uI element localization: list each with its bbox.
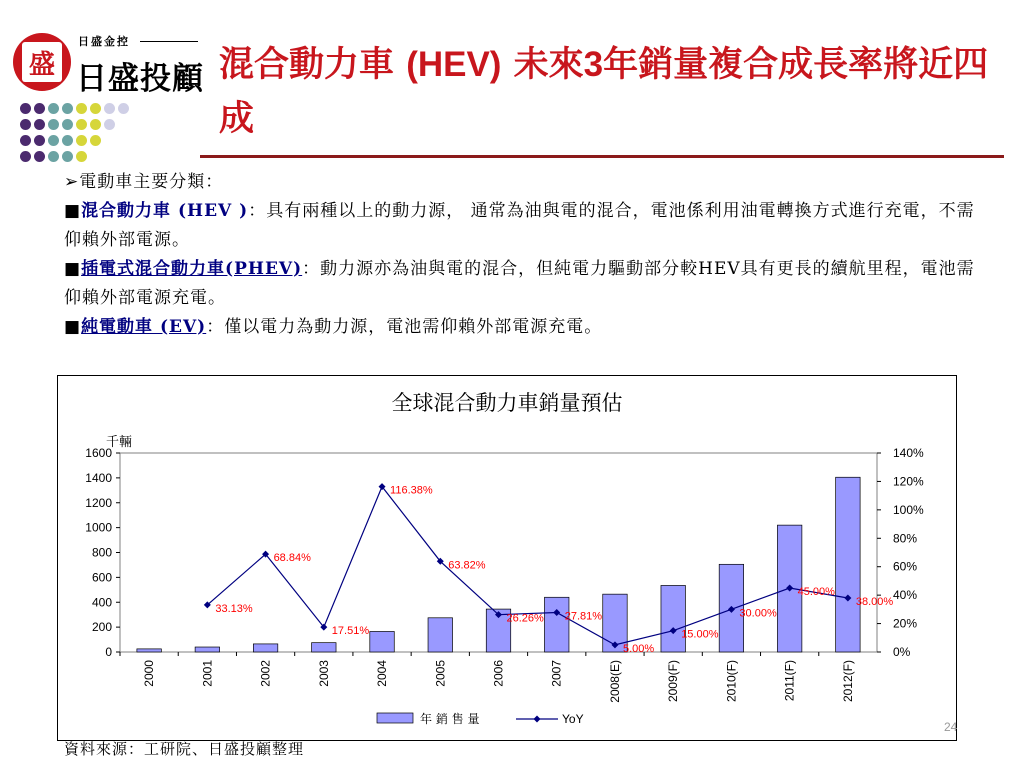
title-divider: [200, 155, 1004, 158]
classification-heading: 電動車主要分類：: [79, 172, 224, 192]
left-axis-tick-label: 1600: [85, 446, 112, 460]
phev-term: 插電式混合動力車(PHEV): [81, 259, 303, 279]
logo-seal-char: 盛: [22, 42, 62, 82]
title-hev: (HEV): [406, 45, 502, 84]
decorative-dot-grid: [20, 103, 132, 167]
logo-group-name: 日盛金控: [78, 35, 130, 48]
hev-term: 混合動力車 (HEV ): [81, 201, 249, 221]
slide-title: [219, 38, 1009, 146]
yoy-data-label: 27.81%: [564, 610, 603, 623]
yoy-data-label: 68.84%: [273, 552, 311, 565]
sales-bar: [137, 649, 161, 652]
yoy-data-label: 45.00%: [797, 586, 835, 599]
legend-line-marker: [534, 716, 541, 723]
legend-line-label: YoY: [562, 712, 584, 726]
yoy-data-label: 17.51%: [331, 625, 370, 638]
right-axis-tick-label: 80%: [893, 531, 918, 546]
yoy-data-label: 38.00%: [855, 595, 894, 608]
right-axis-tick-label: 140%: [893, 446, 924, 460]
yoy-data-label: 63.82%: [448, 559, 486, 572]
heading-line: [64, 168, 984, 197]
left-axis-tick-label: 600: [91, 570, 112, 585]
yoy-data-label: 30.00%: [739, 607, 777, 620]
page-number: 24: [944, 720, 958, 734]
legend-bar-label: 年 銷 售 量: [420, 712, 480, 726]
phev-paragraph: [64, 255, 984, 313]
x-axis-tick-label: 2004: [375, 660, 390, 687]
x-axis-tick-label: 2002: [258, 660, 273, 687]
right-axis-tick-label: 120%: [893, 474, 924, 489]
sales-bar: [312, 643, 336, 652]
title-part1: 混合動力車: [219, 44, 407, 85]
yoy-data-label: 26.26%: [506, 612, 544, 625]
chart-unit-label: 千輛: [106, 435, 133, 450]
x-axis-tick-label: 2000: [142, 660, 157, 687]
x-axis-tick-label: 2009(F): [666, 660, 681, 703]
x-axis-tick-label: 2010(F): [724, 660, 739, 703]
chart-title: 全球混合動力車銷量預估: [391, 391, 623, 415]
arrow-bullet-icon: ➢: [64, 172, 80, 192]
ev-description: ：僅以電力為動力源，電池需仰賴外部電源充電。: [206, 317, 603, 337]
x-axis-tick-label: 2001: [200, 660, 215, 687]
yoy-data-label: 15.00%: [681, 628, 719, 641]
left-axis-tick-label: 0: [105, 645, 112, 659]
yoy-data-label: 116.38%: [390, 484, 433, 497]
phev-description: ：動力源亦為油與電的混合，但純電力驅動部分較HEV具有更長的續航里程，電池需仰賴外部電源充電。: [64, 259, 975, 308]
hybrid-sales-chart: [57, 375, 957, 741]
square-bullet-icon: ■: [64, 317, 82, 337]
company-logo-seal: [13, 33, 71, 91]
x-axis-tick-label: 2003: [316, 660, 331, 687]
left-axis-tick-label: 1200: [85, 495, 112, 510]
x-axis-tick-label: 2007: [549, 660, 564, 687]
hev-description: ：具有兩種以上的動力源， 通常為油與電的混合，電池係利用油電轉換方式進行充電，不需仰賴外部電源。: [64, 201, 975, 250]
logo-company-name: 日盛投顧: [76, 61, 204, 97]
sales-bar: [370, 631, 394, 652]
right-axis-tick-label: 60%: [893, 559, 918, 574]
left-axis-tick-label: 1000: [85, 520, 112, 535]
right-axis-tick-label: 100%: [893, 502, 924, 517]
source-note: 資料來源：工研院、日盛投顧整理: [64, 740, 305, 758]
logo-divider: [140, 41, 198, 42]
title-part3: 年銷量複合成長率將近四成: [219, 44, 989, 139]
left-axis-tick-label: 800: [91, 545, 112, 560]
classification-text: [64, 168, 984, 342]
x-axis-tick-label: 2006: [491, 660, 506, 687]
sales-bar: [428, 618, 452, 652]
title-number: 3: [583, 45, 604, 84]
square-bullet-icon: ■: [64, 259, 82, 279]
right-axis-tick-label: 20%: [893, 616, 918, 631]
right-axis-tick-label: 0%: [893, 645, 911, 659]
sales-bar: [545, 597, 569, 652]
sales-bar: [253, 644, 277, 652]
sales-bar: [661, 585, 685, 652]
left-axis-tick-label: 1400: [85, 470, 112, 485]
hev-paragraph: [64, 197, 984, 255]
legend-bar-swatch: [377, 713, 413, 723]
sales-bar: [836, 477, 860, 652]
square-bullet-icon: ■: [64, 201, 82, 221]
yoy-data-label: 5.00%: [622, 642, 655, 655]
yoy-data-label: 33.13%: [215, 602, 253, 615]
left-axis-tick-label: 200: [91, 620, 112, 635]
x-axis-tick-label: 2012(F): [840, 660, 855, 703]
right-axis-tick-label: 40%: [893, 588, 918, 603]
ev-paragraph: [64, 313, 984, 342]
x-axis-tick-label: 2011(F): [782, 660, 797, 702]
x-axis-tick-label: 2005: [433, 660, 448, 687]
sales-bar: [195, 647, 219, 652]
x-axis-tick-label: 2008(E): [607, 660, 622, 703]
title-part2: 未來: [501, 44, 584, 85]
chart-canvas: [58, 376, 956, 740]
left-axis-tick-label: 400: [91, 595, 112, 610]
ev-term: 純電動車 (EV): [81, 317, 207, 337]
